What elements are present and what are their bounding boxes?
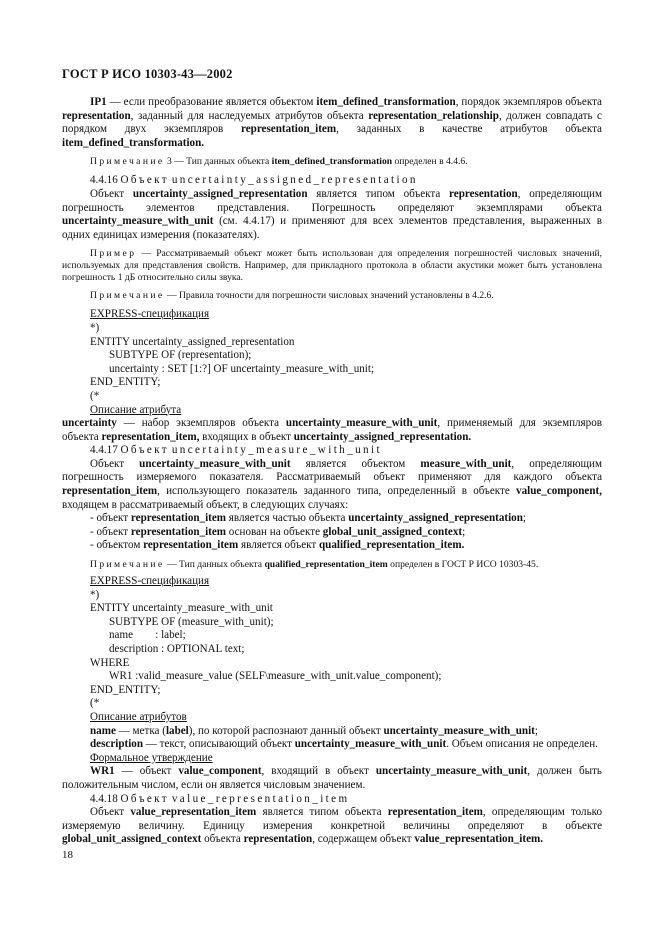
note-precision: Примечание — Правила точности для погрешности числовых значений установлены в 4.2.6. bbox=[90, 290, 494, 302]
express-spec-heading-2: EXPRESS-спецификация bbox=[90, 575, 210, 588]
express-2-line: WR1 :valid_measure_value (SELF\measure_with_unit.value_component); bbox=[109, 670, 442, 683]
express-1-open: *) bbox=[90, 321, 100, 334]
attribute-description-heading: Описание атрибута bbox=[90, 403, 182, 416]
example-note: Пример — Рассматриваемый объект может быть использован для определения погрешностей числовых значений, используемых для представления свойств. Например, для прикладного протокола в области акустики может быть установлена погрешность 1 дБ относительно силы звука. bbox=[62, 248, 602, 284]
section-4-4-17-text: Объект uncertainty_measure_with_unit является объектом measure_with_unit, определяющим погрешность измеряемого показателя. Рассматриваемый объект применяют для каждого объекта representation_item, использующего показатель заданного типа, определенный в объекте value_component, входящем в рассматриваемый объект, в следующих случаях: bbox=[62, 457, 602, 511]
list-item: - объектом representation_item является объект qualified_representation_item. bbox=[90, 539, 465, 552]
express-2-line: END_ENTITY; bbox=[90, 683, 161, 696]
express-2-line: SUBTYPE OF (measure_with_unit); bbox=[109, 615, 274, 628]
note-qualified-representation-item: Примечание — Тип данных объекта qualified_representation_item определен в ГОСТ Р ИСО 10303-45. bbox=[90, 559, 539, 571]
attribute-uncertainty: uncertainty — набор экземпляров объекта uncertainty_measure_with_unit, применяемый для экземпляров объекта representation_item, входящих в объект uncertainty_assigned_representation. bbox=[62, 417, 602, 443]
section-4-4-18-text: Объект value_representation_item является типом объекта representation_item, определяющим только измеряемую величину. Единицу измерения конкретной величины определяют в объекте global_unit_assigned_context объекта representation, содержащем объект value_representation_item. bbox=[62, 806, 603, 846]
list-item: - объект representation_item основан на объекте global_unit_assigned_context; bbox=[90, 525, 466, 538]
section-4-4-17-heading: 4.4.17 Объект uncertainty_measure_with_unit bbox=[90, 444, 382, 457]
express-1-line: END_ENTITY; bbox=[90, 376, 161, 389]
express-1-line: SUBTYPE OF (representation); bbox=[109, 349, 252, 362]
formal-statement-heading: Формальное утверждение bbox=[90, 751, 213, 764]
express-2-line: WHERE bbox=[90, 656, 130, 669]
page-number: 18 bbox=[62, 849, 73, 861]
express-2-line: ENTITY uncertainty_measure_with_unit bbox=[90, 602, 273, 615]
express-1-line: uncertainty : SET [1:?] OF uncertainty_measure_with_unit; bbox=[109, 362, 375, 375]
express-2-close: (* bbox=[90, 697, 100, 710]
express-1-line: ENTITY uncertainty_assigned_representation bbox=[90, 335, 295, 348]
attributes-description-heading: Описание атрибутов bbox=[90, 710, 187, 723]
attribute-name: name — метка (label), по которой распознают данный объект uncertainty_measure_with_unit; bbox=[90, 724, 538, 737]
section-4-4-18-heading: 4.4.18 Объект value_representation_item bbox=[90, 792, 350, 805]
section-4-4-16-heading: 4.4.16 Объект uncertainty_assigned_representation bbox=[90, 174, 418, 187]
express-2-line: name : label; bbox=[109, 629, 186, 642]
express-2-open: *) bbox=[90, 588, 100, 601]
attribute-description: description — текст, описывающий объект uncertainty_measure_with_unit. Объем описания не определен. bbox=[90, 738, 598, 751]
paragraph-ip1: IP1 — если преобразование является объектом item_defined_transformation, порядок экземпляров объекта representation, заданный для наследуемых атрибутов объекта representation_relationship, должен совпадать с порядком двух экземпляров representation_item, заданных в качестве атрибутов объекта item_defined_transformation. bbox=[62, 96, 602, 149]
section-4-4-16-text: Объект uncertainty_assigned_representation является типом объекта representation, определяющим погрешность элементов представления. Погрешность определяют экземплярами объекта uncertainty_measure_with_unit (см. 4.4.17) и применяют для всех элементов представления, выраженных в одних единицах измерения (показателях). bbox=[62, 187, 602, 241]
page-header: ГОСТ Р ИСО 10303-43—2002 bbox=[62, 67, 233, 81]
formal-statement-wr1: WR1 — объект value_component, входящий в объект uncertainty_measure_with_unit, должен быть положительным числом, если он является числовым значением. bbox=[62, 765, 602, 791]
page-body bbox=[62, 96, 602, 847]
list-item: - объект representation_item является частью объекта uncertainty_assigned_representation; bbox=[90, 512, 526, 525]
note-3: Примечание 3 — Тип данных объекта item_defined_transformation определен в 4.4.6. bbox=[90, 156, 468, 168]
express-1-close: (* bbox=[90, 389, 100, 402]
express-spec-heading-1: EXPRESS-спецификация bbox=[90, 308, 210, 321]
express-2-line: description : OPTIONAL text; bbox=[109, 643, 245, 655]
